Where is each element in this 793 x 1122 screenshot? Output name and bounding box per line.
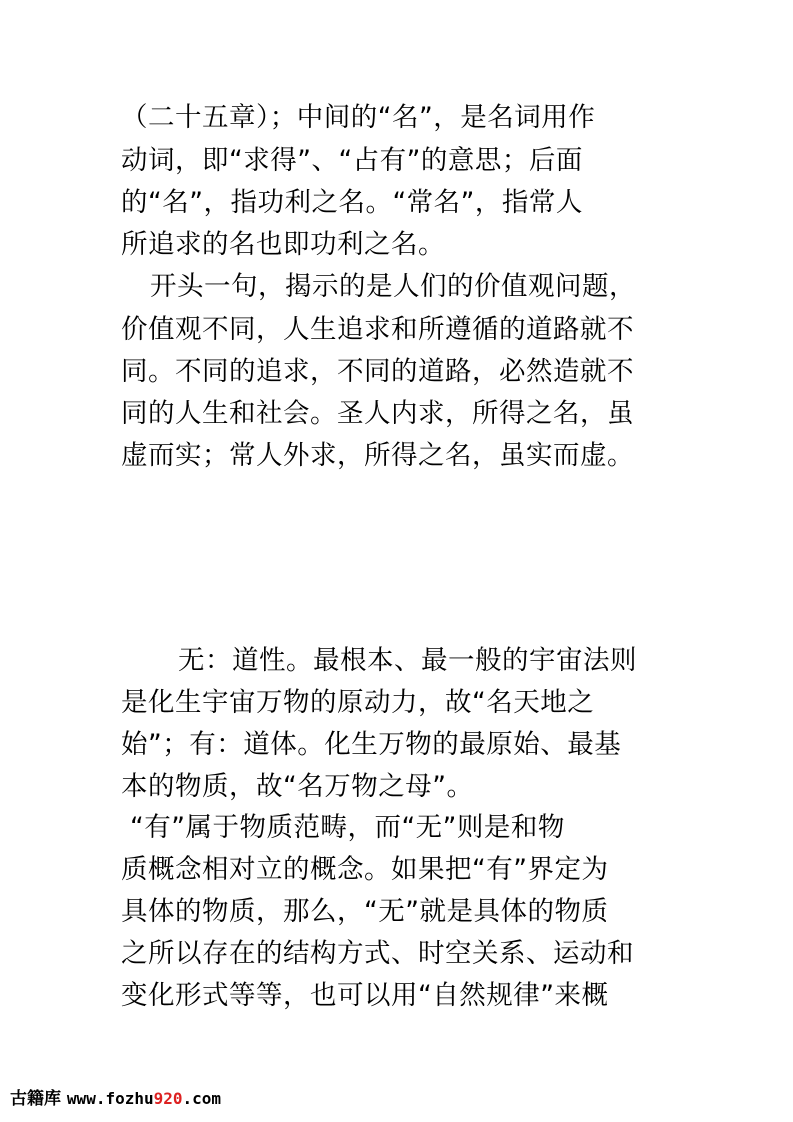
text-line: 之所以存在的结构方式、时空关系、运动和 [121, 938, 634, 969]
text-line: 所追求的名也即功利之名。 [121, 229, 445, 260]
text-line: 动词，即“求得”、“占有”的意思；后面 [121, 145, 583, 176]
text-line: 始”；有：道体。化生万物的最原始、最基 [121, 729, 622, 760]
text-line: 同。不同的追求，不同的道路，必然造就不 [121, 356, 634, 387]
text-line: 本的物质，故“名万物之母”。 [121, 771, 474, 802]
text-line: 开头一句，揭示的是人们的价值观问题， [150, 271, 636, 302]
footer-watermark [10, 1088, 221, 1110]
footer-site-number: 920 [153, 1089, 183, 1108]
footer-site-prefix: www.fozhu [66, 1089, 154, 1108]
text-line: （二十五章）；中间的“名”，是名词用作 [121, 102, 596, 133]
footer-site-suffix: .com [182, 1089, 222, 1108]
text-line: 是化生宇宙万物的原动力，故“名天地之 [121, 687, 595, 718]
footer-site [67, 1089, 221, 1108]
text-line: 无：道性。最根本、最一般的宇宙法则 [178, 645, 637, 676]
text-line: 价值观不同，人生追求和所遵循的道路就不 [121, 314, 634, 345]
text-line: 虚而实；常人外求，所得之名，虽实而虚。 [121, 440, 634, 471]
text-line: 质概念相对立的概念。如果把“有”界定为 [121, 854, 609, 885]
text-line: 具体的物质，那么，“无”就是具体的物质 [121, 896, 609, 927]
footer-brand: 古籍库 [10, 1089, 61, 1109]
text-line: 同的人生和社会。圣人内求，所得之名，虽 [121, 398, 634, 429]
text-line: “有”属于物质范畴，而“无”则是和物 [130, 812, 565, 843]
text-line: 的“名”，指功利之名。“常名”，指常人 [121, 187, 583, 218]
text-line: 变化形式等等，也可以用“自然规律”来概 [121, 980, 609, 1011]
